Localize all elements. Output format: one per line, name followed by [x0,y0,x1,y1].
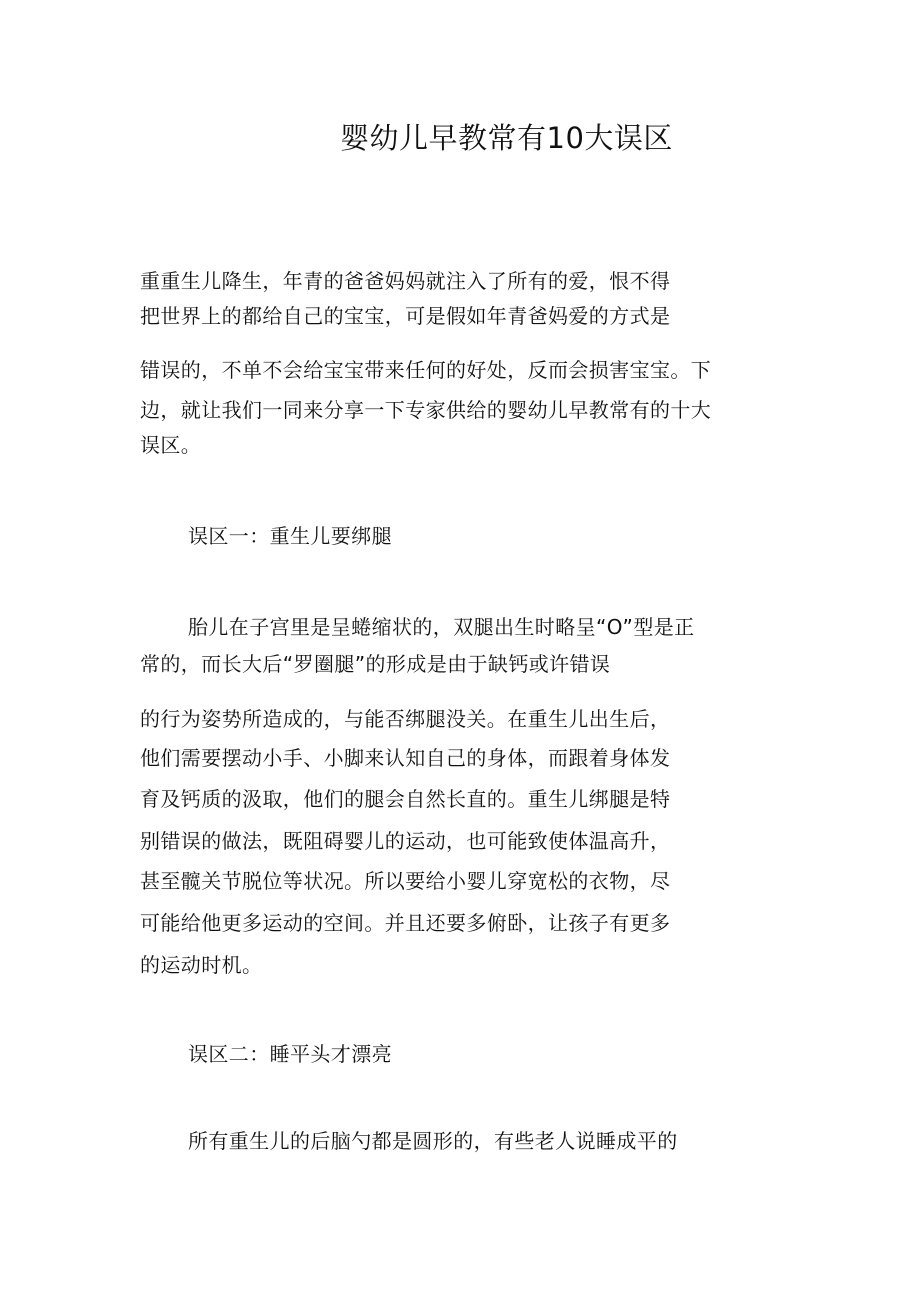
section1-line-5: 育及钙质的汲取，他们的腿会自然长直的。重生儿绑腿是特 [140,787,671,811]
section1-line-2: 常的，而长大后“罗圈腿”的形成是由于缺钙或许错误 [140,652,611,676]
section1-line-9: 的运动时机。 [140,953,263,977]
section-heading-1: 误区一：重生儿要绑腿 [188,524,392,548]
section1-line-1: 胎儿在子宫里是呈蜷缩状的，双腿出生时略呈“O”型是正 [188,615,695,639]
intro-line-5: 误区。 [140,433,202,457]
section1-line-8: 可能给他更多运动的空间。并且还要多俯卧，让孩子有更多 [140,911,671,935]
section-heading-2: 误区二：睡平头才漂亮 [188,1042,392,1066]
section1-line-4: 他们需要摆动小手、小脚来认知自己的身体，而跟着身体发 [140,746,671,770]
section2-line-1: 所有重生儿的后脑勺都是圆形的，有些老人说睡成平的 [188,1129,678,1153]
section1-line-6: 别错误的做法，既阻碍婴儿的运动，也可能致使体温高升， [140,829,671,853]
intro-line-4: 边，就让我们一同来分享一下专家供给的婴幼儿早教常有的十大 [140,398,712,422]
intro-line-1: 重重生儿降生，年青的爸爸妈妈就注入了所有的爱，恨不得 [140,269,671,293]
intro-line-3: 错误的，不单不会给宝宝带来任何的好处，反而会损害宝宝。下 [140,358,712,382]
section1-line-3: 的行为姿势所造成的，与能否绑腿没关。在重生儿出生后， [140,707,671,731]
intro-line-2: 把世界上的都给自己的宝宝，可是假如年青爸妈爱的方式是 [140,304,671,328]
section1-line-7: 甚至髋关节脱位等状况。所以要给小婴儿穿宽松的衣物，尽 [140,869,671,893]
document-title: 婴幼儿早教常有10大误区 [340,121,673,155]
